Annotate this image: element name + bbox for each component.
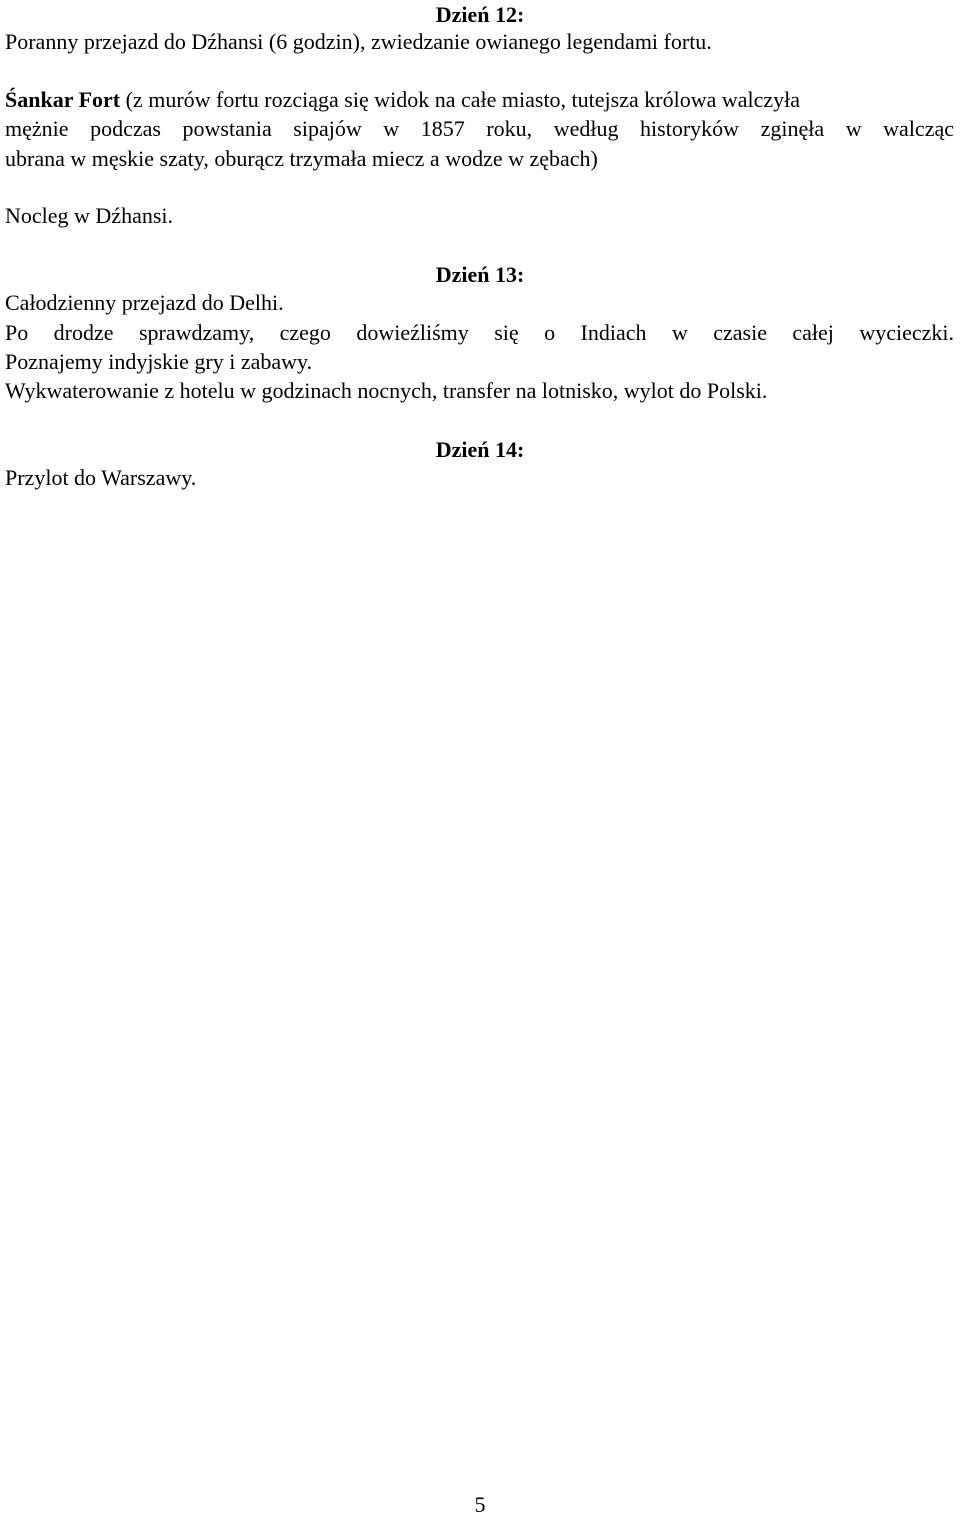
day12-heading: Dzień 12: bbox=[435, 2, 525, 27]
day12-fort-line bbox=[5, 85, 954, 114]
fort-desc-3: ubrana w męskie szaty, oburącz trzymała miecz a wodze w zębach) bbox=[5, 146, 598, 171]
day14-line1: Przylot do Warszawy. bbox=[5, 465, 197, 490]
day14-heading: Dzień 14: bbox=[435, 437, 525, 462]
day13-line3: Poznajemy indyjskie gry i zabawy. bbox=[5, 349, 313, 374]
day12-overnight: Nocleg w Dźhansi. bbox=[5, 203, 174, 228]
day12-line1: Poranny przejazd do Dźhansi (6 godzin), zwiedzanie owianego legendami fortu. bbox=[5, 29, 712, 54]
day13-line4: Wykwaterowanie z hotelu w godzinach nocnych, transfer na lotnisko, wylot do Polski. bbox=[5, 378, 768, 403]
page-number: 5 bbox=[474, 1492, 486, 1517]
fort-desc-1: (z murów fortu rozciąga się widok na całe miasto, tutejsza królowa walczyła bbox=[120, 87, 801, 112]
day13-line1: Całodzienny przejazd do Delhi. bbox=[5, 290, 284, 315]
fort-desc-2: mężnie podczas powstania sipajów w 1857 roku, według historyków zginęła w walcząc bbox=[5, 116, 954, 141]
day13-heading: Dzień 13: bbox=[435, 262, 525, 287]
day13-line2: Po drodze sprawdzamy, czego dowieźliśmy się o Indiach w czasie całej wycieczki. bbox=[5, 320, 954, 345]
fort-name: Śankar Fort bbox=[5, 87, 121, 112]
